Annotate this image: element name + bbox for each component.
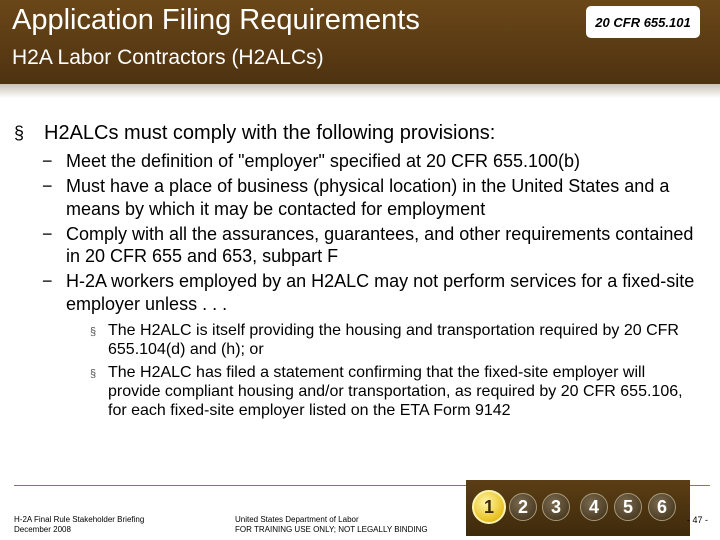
footer-agency-name: United States Department of Labor <box>235 515 359 524</box>
sub-bullet <box>14 150 704 173</box>
sub-bullet-list <box>14 150 704 315</box>
sub-bullet-text: H-2A workers employed by an H2ALC may not perform services for a fixed-site employer unless . . . <box>66 271 695 314</box>
sub-sub-bullet-text: The H2ALC has filed a statement confirming that the fixed-site employer will provide compliant housing and/or transportation, as required by 20 CFR 655.106, for each fixed-site employer listed on the ETA Form 9142 <box>108 364 683 419</box>
step-4-button[interactable]: 4 <box>580 493 608 521</box>
sub-bullet-text: Comply with all the assurances, guarantees, and other requirements contained in 20 CFR 655 and 653, subpart F <box>66 223 694 266</box>
dash-bullet-symbol: − <box>42 151 53 171</box>
footer-disclaimer: FOR TRAINING USE ONLY; NOT LEGALLY BINDING <box>235 524 428 534</box>
sub-bullet-text: Must have a place of business (physical location) in the United States and a means by which it may be contacted for employment <box>66 176 670 219</box>
sub-sub-bullet <box>14 363 704 420</box>
step-2-button[interactable]: 2 <box>509 493 537 521</box>
dash-bullet-symbol: − <box>42 176 53 196</box>
slide-title: Application Filing Requirements <box>12 4 420 36</box>
step-5-button[interactable]: 5 <box>614 493 642 521</box>
footer-briefing-title: H-2A Final Rule Stakeholder Briefing <box>14 515 145 524</box>
sub-sub-bullet-text: The H2ALC is itself providing the housing and transportation required by 20 CFR 655.104(d) and (h); or <box>108 322 679 358</box>
step-3-button[interactable]: 3 <box>542 493 570 521</box>
sub-bullet <box>14 175 704 220</box>
main-bullet <box>14 120 704 146</box>
sub-sub-bullet <box>14 321 704 359</box>
sub-bullet-text: Meet the definition of "employer" specified at 20 CFR 655.100(b) <box>66 151 581 171</box>
footer-divider <box>14 485 468 486</box>
dash-bullet-symbol: − <box>42 271 53 291</box>
step-1-button[interactable]: 1 <box>472 490 506 524</box>
section-bullet-symbol: § <box>90 368 97 380</box>
header-shadow <box>0 84 720 98</box>
slide-content <box>14 120 704 424</box>
citation-badge <box>586 6 700 38</box>
main-bullet-symbol: § <box>14 123 25 143</box>
footer-agency-info <box>235 515 428 534</box>
citation-text: 20 CFR 655.101 <box>595 14 691 30</box>
sub-bullet <box>14 223 704 268</box>
sub-bullet <box>14 270 704 315</box>
page-number: - 47 - <box>686 515 708 525</box>
slide-subtitle: H2A Labor Contractors (H2ALCs) <box>12 46 324 69</box>
main-bullet-text: H2ALCs must comply with the following provisions: <box>44 122 496 144</box>
footer-briefing-info <box>14 515 144 534</box>
header-bar <box>0 0 720 84</box>
section-bullet-symbol: § <box>90 326 97 338</box>
dash-bullet-symbol: − <box>42 223 53 244</box>
footer-divider-right <box>690 485 710 486</box>
footer-briefing-date: December 2008 <box>14 524 71 534</box>
sub-sub-bullet-list <box>14 321 704 420</box>
step-6-button[interactable]: 6 <box>648 493 676 521</box>
